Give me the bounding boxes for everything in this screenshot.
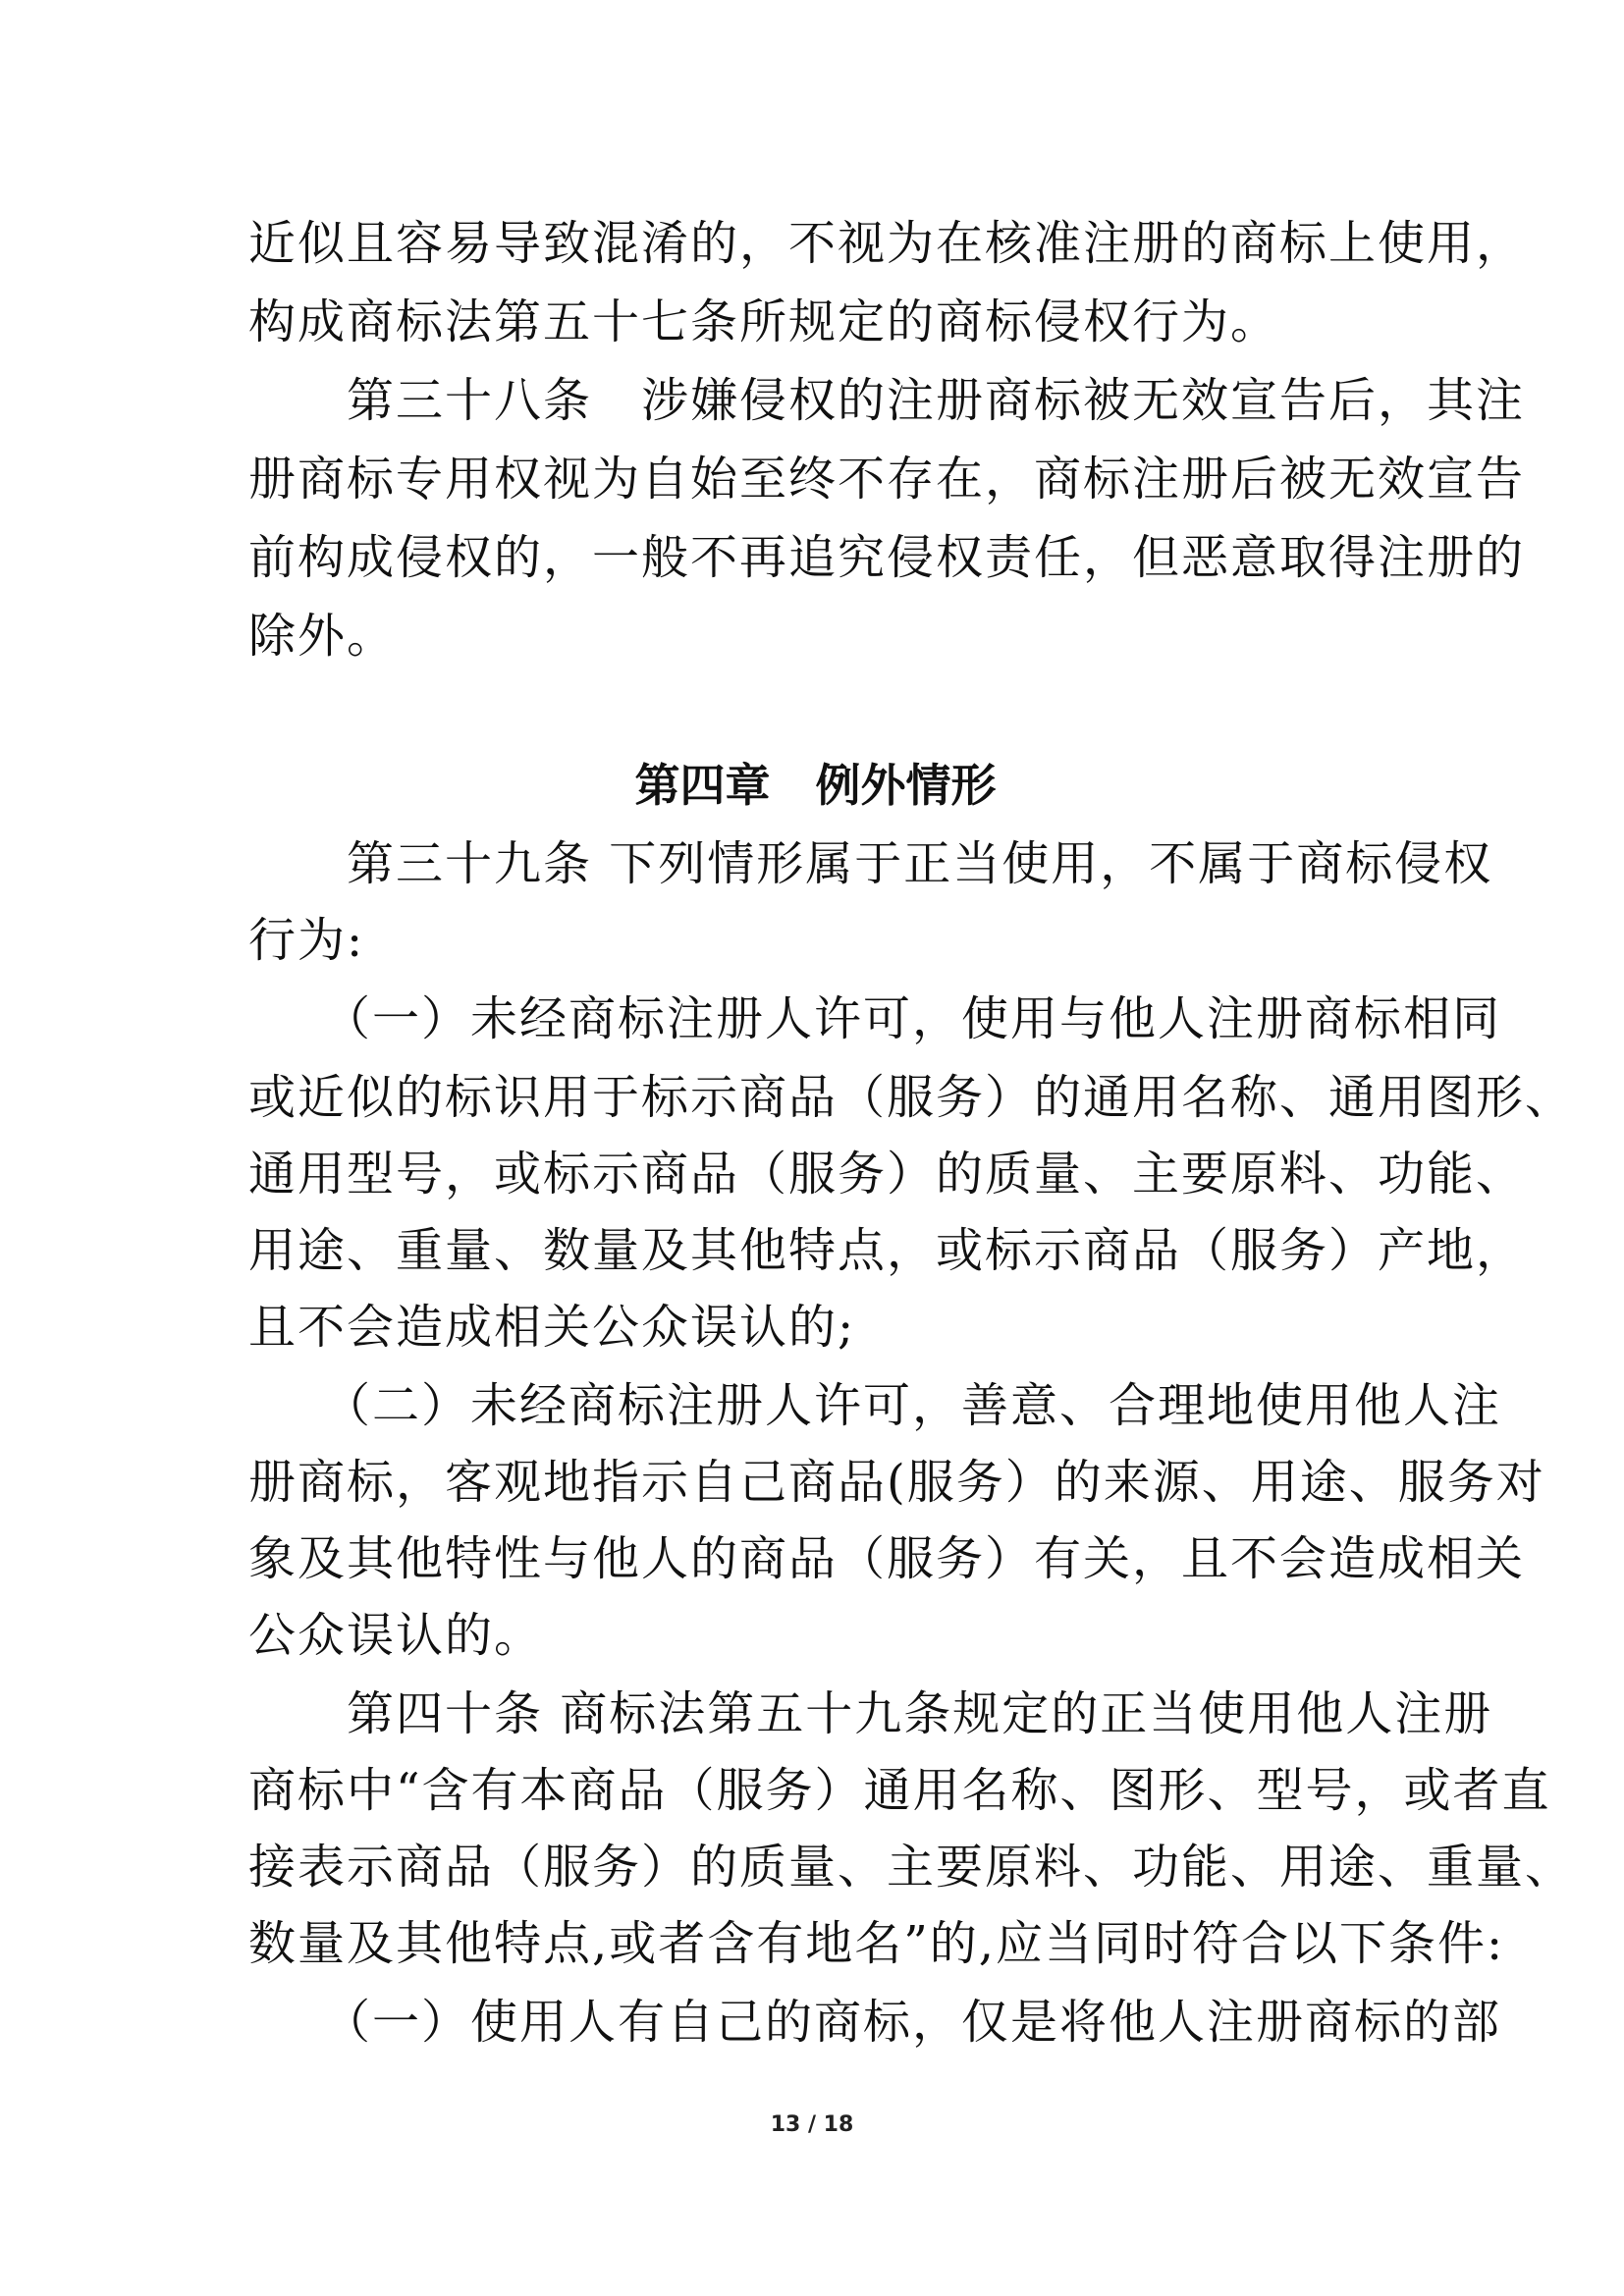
chapter-heading: 第四章 例外情形 (634, 759, 997, 812)
text-line: 册商标专用权视为自始至终不存在，商标注册后被无效宣告 (248, 452, 1526, 507)
text-line: 除外。 (248, 609, 397, 664)
text-line: 通用型号，或标示商品（服务）的质量、主要原料、功能、 (248, 1147, 1526, 1201)
text-line: （一）使用人有自己的商标，仅是将他人注册商标的部 (248, 1995, 1502, 2050)
text-line: 第三十九条 下列情形属于正当使用，不属于商标侵权 (248, 836, 1493, 891)
page-number: 13 / 18 (770, 2112, 854, 2137)
text-line: 行为: (248, 913, 365, 968)
text-line: 前构成侵权的，一般不再追究侵权责任，但恶意取得注册的 (248, 530, 1526, 585)
text-line: （二）未经商标注册人许可，善意、合理地使用他人注 (248, 1378, 1502, 1433)
text-line: 接表示商品（服务）的质量、主要原料、功能、用途、重量、 (248, 1840, 1575, 1895)
text-line: 册商标，客观地指示自己商品(服务）的来源、用途、服务对 (248, 1455, 1545, 1510)
text-line: 用途、重量、数量及其他特点，或标示商品（服务）产地， (248, 1223, 1526, 1278)
text-line: 或近似的标识用于标示商品（服务）的通用名称、通用图形、 (248, 1070, 1575, 1125)
text-line: 构成商标法第五十七条所规定的商标侵权行为。 (248, 294, 1280, 349)
text-line: 象及其他特性与他人的商品（服务）有关，且不会造成相关 (248, 1531, 1526, 1586)
text-line: 近似且容易导致混淆的，不视为在核准注册的商标上使用， (248, 216, 1526, 271)
text-line: 数量及其他特点,或者含有地名”的,应当同时符合以下条件: (248, 1916, 1505, 1971)
text-line: 第四十条 商标法第五十九条规定的正当使用他人注册 (248, 1686, 1493, 1741)
text-line: （一）未经商标注册人许可，使用与他人注册商标相同 (248, 991, 1502, 1046)
text-line: 第三十八条 涉嫌侵权的注册商标被无效宣告后，其注 (248, 373, 1526, 428)
text-line: 且不会造成相关公众误认的; (248, 1300, 856, 1355)
text-line: 公众误认的。 (248, 1608, 544, 1663)
text-line: 商标中“含有本商品（服务）通用名称、图形、型号，或者直 (248, 1763, 1551, 1818)
